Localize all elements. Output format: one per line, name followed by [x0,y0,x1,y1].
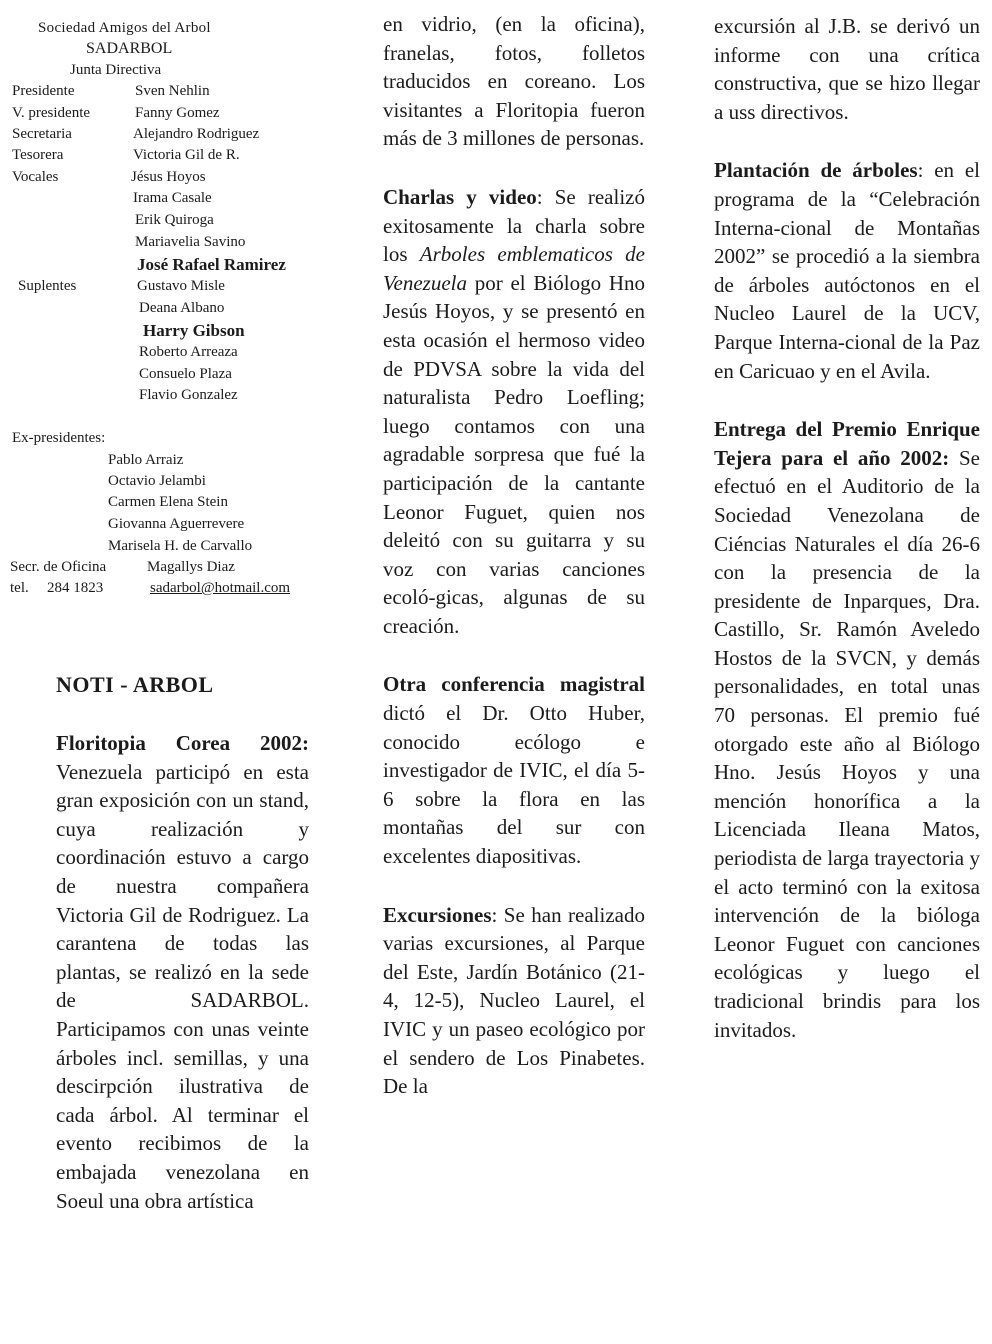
premio-body: Se efectuó en el Auditorio de la Sociedad Venezolana de Ciéncias Naturales el día 26-6 con la presencia de la presidente de Inparques, Dra. Castillo, Sr. Ramón Aveledo Hostos de la SVCN, y demás personalidades, en total unas 70 personas. El premio fué otorgado este año al Biólogo Hno. Jesús Hoyos y una mención honorífica a la Licenciada Ileana Matos, periodista de larga trayectoria y el acto terminó con la exitosa intervención de la bióloga Leonor Fuguet con canciones ecológicas y luego el tradicional brindis para los invitados. [714,445,980,1042]
name-vocal: Irama Casale [133,190,212,206]
name-suplente: Harry Gibson [143,321,245,340]
charlas-heading: Charlas y video [383,184,537,209]
name-vicepresidente: Fanny Gomez [135,105,220,121]
name-suplente: Roberto Arreaza [139,344,238,360]
floritopia-body: Venezuela participó en esta gran exposición con un stand, cuya realización y coordinación estuvo a cargo de nuestra compañera Victoria Gil de Rodriguez. La carantena de todas las plantas, se realizó en la sede de SADARBOL. Participamos con unas veinte árboles incl. semillas, y una descirpción ilustrativa de cada árbol. Al terminar el evento recibimos de la embajada venezolana en Soeul una obra artística [56,759,309,1213]
secr-label: Secr. de Oficina [10,559,107,575]
name-presidente: Sven Nehlin [135,83,210,99]
name-vocal: José Rafael Ramirez [137,255,286,274]
role-tesorera: Tesorera [12,147,64,163]
org-name: Sociedad Amigos del Arbol [38,20,211,36]
column-2 [383,10,645,1101]
name-vocal: Jésus Hoyos [131,169,206,185]
name-secretaria: Alejandro Rodriguez [133,126,260,142]
ex-presidente-name: Giovanna Aguerrevere [108,516,245,532]
ex-presidentes-label: Ex-presidentes: [12,430,106,446]
name-suplente: Gustavo Misle [137,278,225,294]
name-vocal: Erik Quiroga [135,212,214,228]
board-heading: Junta Directiva [70,62,162,78]
secr-name: Magallys Diaz [147,559,235,575]
column-3 [714,12,980,1044]
plantacion-body: : en el programa de la “Celebración Interna-cional de Montañas 2002” se procedió a la siembra de árboles autóctonos en el Nucleo Laurel de la UCV, Parque Interna-cional de la Paz en Caricuao y en el Avila. [714,158,980,383]
ex-presidente-name: Marisela H. de Carvallo [108,538,253,554]
role-vocales: Vocales [12,169,59,185]
ex-presidente-name: Pablo Arraiz [108,452,184,468]
floritopia-heading: Floritopia Corea 2002: [56,731,309,755]
charlas-text: : Se realizó exitosamente la charla sobre los [383,184,645,267]
charlas-italic: Arboles emblematicos de Venezuela [383,242,645,295]
column-1 [56,729,309,1215]
name-tesorera: Victoria Gil de R. [133,147,240,163]
charlas-text-2: por el Biólogo Hno Jesús Hoyos, y se presentó en esta ocasión el hermoso video de PDVSA sobre la vida del naturalista Pedro Loefling; luego contamos con una agradable sorpresa que fué la participación de la cantante Leonor Fuguet, quien nos deleitó con su guitarra y su voz con varias canciones ecoló-gicas, algunas de su creación. [383,270,645,638]
ex-presidente-name: Carmen Elena Stein [108,494,228,510]
excursiones-continued: excursión al J.B. se derivó un informe con una crítica constructiva, que se hizo llegar a uss directivos. [714,14,980,124]
role-vicepresidente: V. presidente [12,105,91,121]
conferencia-heading: Otra conferencia magistral [383,672,645,697]
role-secretaria: Secretaria [12,126,72,142]
plantacion-heading: Plantación de árboles [714,158,918,183]
floritopia-continued: en vidrio, (en la oficina), franelas, fotos, folletos traducidos en coreano. Los visitantes a Floritopia fueron más de 3 millones de personas. [383,12,645,151]
conferencia-body: dictó el Dr. Otto Huber, conocido ecólogo e investigador de IVIC, el día 5-6 sobre la flora en las montañas del sur con excelentes diapositivas. [383,701,645,869]
newsletter-title: NOTI - ARBOL [56,672,214,697]
role-presidente: Presidente [12,83,75,99]
name-suplente: Consuelo Plaza [139,366,232,382]
org-acronym: SADARBOL [86,40,173,57]
premio-heading: Entrega del Premio Enrique Tejera para el año 2002: [714,417,980,470]
role-suplentes: Suplentes [18,278,77,294]
excursiones-heading: Excursiones [383,902,492,927]
name-vocal: Mariavelia Savino [135,234,246,250]
excursiones-body: : Se han realizado varias excursiones, al Parque del Este, Jardín Botánico (21-4, 12-5), Nucleo Laurel, el IVIC y un paseo ecológico por el sendero de Los Pinabetes. De la [383,902,645,1099]
tel-label: tel. [10,580,29,596]
tel-number: 284 1823 [47,580,104,596]
ex-presidente-name: Octavio Jelambi [108,473,206,489]
name-suplente: Deana Albano [139,300,225,316]
email-link[interactable]: sadarbol@hotmail.com [150,580,291,596]
name-suplente: Flavio Gonzalez [139,387,238,403]
